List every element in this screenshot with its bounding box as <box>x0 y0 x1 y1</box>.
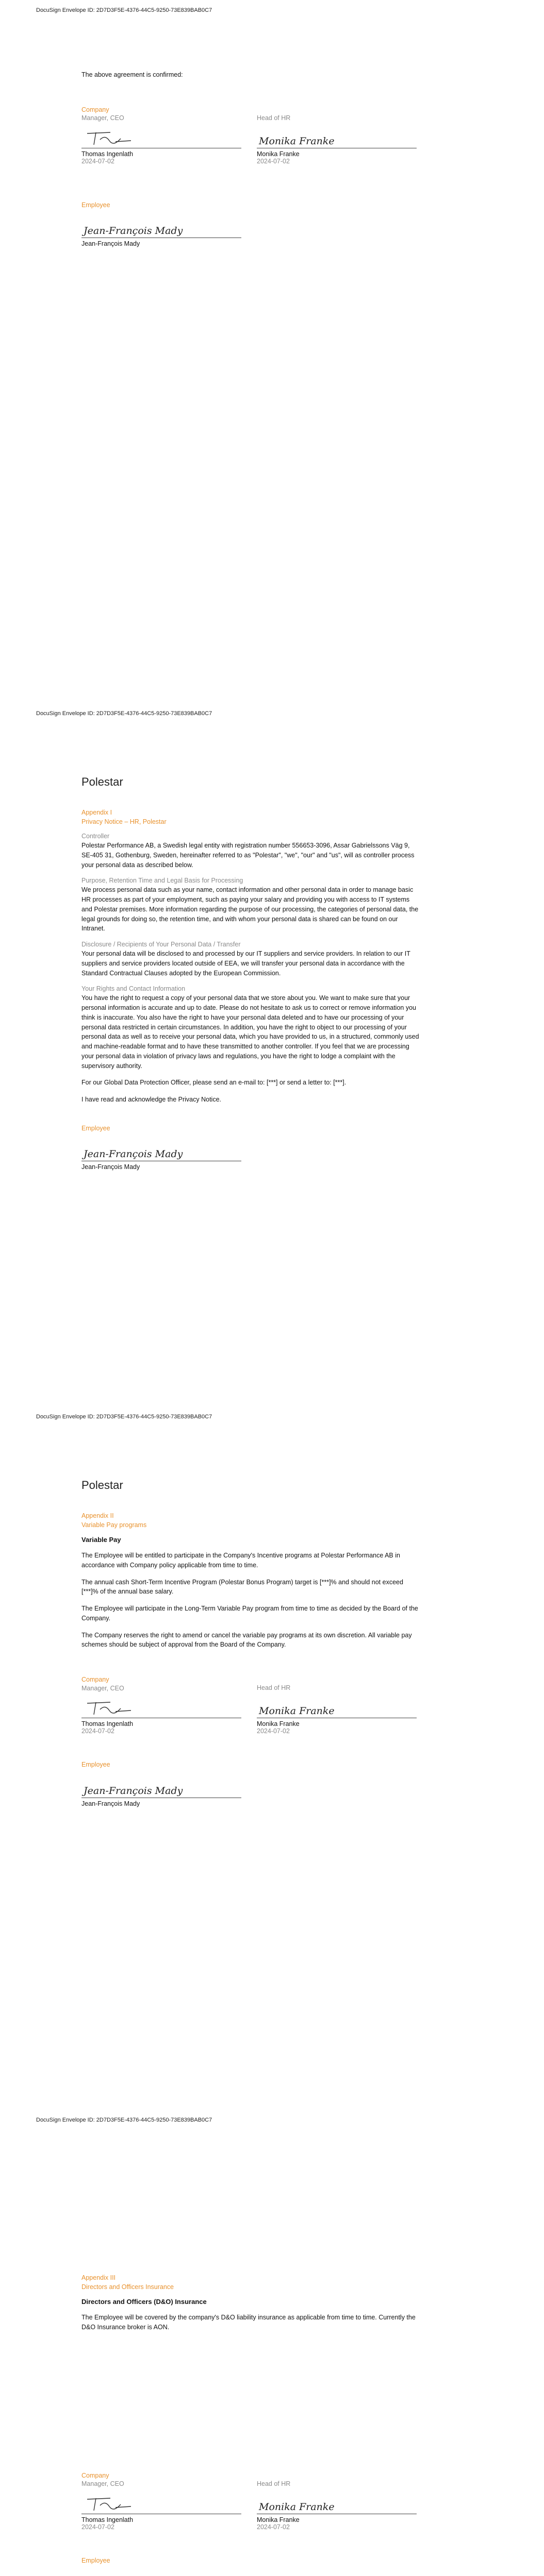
signer2-date: 2024-07-02 <box>257 157 290 165</box>
ceo-signature <box>81 125 241 148</box>
controller-text: Polestar Performance AB, a Swedish legal entity with registration number 556653-3096, Assar Gabrielssons Väg 9, SE-405 31, Gothenburg, Sweden, hereinafter referred to as "Polestar", "we", "our" and "us", will as controller process your personal data as described below. <box>81 842 415 869</box>
brand-logo: Polestar <box>81 775 123 788</box>
company-title: Manager, CEO <box>81 114 124 122</box>
company-label: Company <box>81 1676 109 1683</box>
employee-signature <box>81 1777 241 1798</box>
section-title: Directors and Officers (D&O) Insurance <box>81 2298 207 2306</box>
appendix-title: Directors and Officers Insurance <box>81 2283 174 2291</box>
employee-signature-block <box>81 201 241 248</box>
appendix-number: Appendix I <box>81 809 112 816</box>
page-4 <box>0 2110 544 2576</box>
company-title: Manager, CEO <box>81 1684 124 1692</box>
ceo-signature-scribble-icon <box>85 2495 136 2513</box>
confirmed-text: The above agreement is confirmed: <box>81 71 183 78</box>
brand-logo: Polestar <box>81 1479 123 1492</box>
employee-signature <box>81 1140 241 1161</box>
signer1-name: Thomas Ingenlath <box>81 1720 134 1727</box>
paragraph-1: The Employee will be entitled to participate in the Company's Incentive programs at Polestar Performance AB in accordance with Company policy applicable from time to time. <box>81 1552 400 1569</box>
appendix-title: Variable Pay programs <box>81 1521 147 1529</box>
employee-signature-block <box>81 2556 241 2576</box>
appendix-number: Appendix II <box>81 1512 114 1519</box>
hr-signature-text: Monika Franke <box>259 1705 335 1717</box>
employee-signature-text: Jean-François Mady <box>84 225 183 237</box>
envelope-id: DocuSign Envelope ID: 2D7D3F5E-4376-44C5-9250-73E839BAB0C7 <box>36 1414 212 1420</box>
paragraph-2: The annual cash Short-Term Incentive Program (Polestar Bonus Program) target is [***]% and should not exceed [***]% of the annual base salary. <box>81 1578 403 1596</box>
signer2-name: Monika Franke <box>257 150 300 158</box>
employee-name: Jean-François Mady <box>81 1163 140 1171</box>
paragraph-3: The Employee will participate in the Long-Term Variable Pay program from time to time as decided by the Board of the Company. <box>81 1605 418 1622</box>
paragraph-1: The Employee will be covered by the company's D&O liability insurance as applicable from time to time. Currently the D&O Insurance broker is AON. <box>81 2314 416 2331</box>
hr-signature-block <box>257 1675 417 1735</box>
controller-heading: Controller <box>81 833 110 840</box>
employee-label: Employee <box>81 1124 110 1132</box>
employee-label: Employee <box>81 2556 110 2564</box>
dpo-text: For our Global Data Protection Officer, please send an e-mail to: [***] or send a letter to: [***]. <box>81 1079 347 1087</box>
disclosure-text: Your personal data will be disclosed to and processed by our IT suppliers and service providers. In relation to our IT suppliers and service providers located outside of EEA, we will transfer your personal data in accordance with the Standard Contractual Clauses adopted by the European Commission. <box>81 950 410 977</box>
acknowledge-text: I have read and acknowledge the Privacy Notice. <box>81 1096 221 1103</box>
signer1-name: Thomas Ingenlath <box>81 2516 134 2523</box>
signer1-date: 2024-07-02 <box>81 2523 114 2531</box>
rights-heading: Your Rights and Contact Information <box>81 985 186 993</box>
signer1-name: Thomas Ingenlath <box>81 150 134 158</box>
company-label: Company <box>81 106 109 113</box>
hr-signature <box>257 2491 417 2514</box>
ceo-signature <box>81 1695 241 1718</box>
signer1-date: 2024-07-02 <box>81 1727 114 1735</box>
hr-signature <box>257 125 417 148</box>
envelope-id: DocuSign Envelope ID: 2D7D3F5E-4376-44C5-9250-73E839BAB0C7 <box>36 710 212 717</box>
employee-signature <box>81 217 241 238</box>
employee-name: Jean-François Mady <box>81 1800 140 1807</box>
hr-signature <box>257 1695 417 1718</box>
company-signature-block <box>81 106 241 165</box>
hr-title: Head of HR <box>257 2480 291 2487</box>
purpose-heading: Purpose, Retention Time and Legal Basis for Processing <box>81 877 243 885</box>
employee-signature-block <box>81 1760 241 1807</box>
employee-label: Employee <box>81 1761 110 1768</box>
section-title: Variable Pay <box>81 1536 121 1544</box>
employee-label: Employee <box>81 201 110 209</box>
hr-title: Head of HR <box>257 114 291 122</box>
page-3 <box>0 1406 544 2110</box>
employee-name: Jean-François Mady <box>81 240 140 248</box>
employee-signature-text: Jean-François Mady <box>84 1785 183 1797</box>
hr-title: Head of HR <box>257 1684 291 1691</box>
employee-signature-text: Jean-François Mady <box>84 1148 183 1160</box>
company-label: Company <box>81 2471 109 2479</box>
ceo-signature-scribble-icon <box>85 129 136 147</box>
hr-signature-block <box>257 2471 417 2531</box>
company-signature-block <box>81 1675 241 1735</box>
page-2 <box>0 703 544 1406</box>
envelope-id: DocuSign Envelope ID: 2D7D3F5E-4376-44C5-9250-73E839BAB0C7 <box>36 2117 212 2123</box>
employee-signature <box>81 2572 241 2576</box>
signer2-date: 2024-07-02 <box>257 2523 290 2531</box>
employee-signature-block <box>81 1124 241 1171</box>
signer2-name: Monika Franke <box>257 1720 300 1727</box>
rights-text: You have the right to request a copy of your personal data that we store about you. We want to make sure that your personal information is accurate and up to date. Please do not hesitate to ask us to correct or remove information you think is inaccurate. You also have the right to have your personal data deleted and to have our processing of your personal data restricted in certain circumstances. In addition, you have the right to object to our processing of your personal data as well as to receive your personal data, which you have provided to us, in a structured, commonly used and machine-readable format and to have these transmitted to another controller. If you feel that we are processing your personal data in violation of privacy laws and regulations, you have the right to lodge a complaint with the supervisory authority. <box>81 994 419 1070</box>
signer1-date: 2024-07-02 <box>81 157 114 165</box>
paragraph-4: The Company reserves the right to amend or cancel the variable pay programs at its own discretion. All variable pay schemes should be subject of approval from the Board of the Company. <box>81 1631 412 1649</box>
ceo-signature <box>81 2491 241 2514</box>
appendix-number: Appendix III <box>81 2274 116 2281</box>
envelope-id: DocuSign Envelope ID: 2D7D3F5E-4376-44C5-9250-73E839BAB0C7 <box>36 7 212 13</box>
page-1 <box>0 0 544 703</box>
ceo-signature-scribble-icon <box>85 1699 136 1717</box>
disclosure-heading: Disclosure / Recipients of Your Personal Data / Transfer <box>81 941 241 948</box>
hr-signature-text: Monika Franke <box>259 135 335 147</box>
signer2-date: 2024-07-02 <box>257 1727 290 1735</box>
signer2-name: Monika Franke <box>257 2516 300 2523</box>
hr-signature-text: Monika Franke <box>259 2501 335 2513</box>
appendix-title: Privacy Notice – HR, Polestar <box>81 818 167 825</box>
company-title: Manager, CEO <box>81 2480 124 2487</box>
purpose-text: We process personal data such as your name, contact information and other personal data in order to manage basic HR processes as part of your employment, such as paying your salary and providing you with access to IT systems and Polestar premises. More information regarding the purpose of our processing, the categories of personal data, the legal grounds for doing so, the retention time, and with whom your personal data is shared can be found on our Intranet. <box>81 886 419 933</box>
company-signature-block <box>81 2471 241 2531</box>
hr-signature-block <box>257 106 417 165</box>
